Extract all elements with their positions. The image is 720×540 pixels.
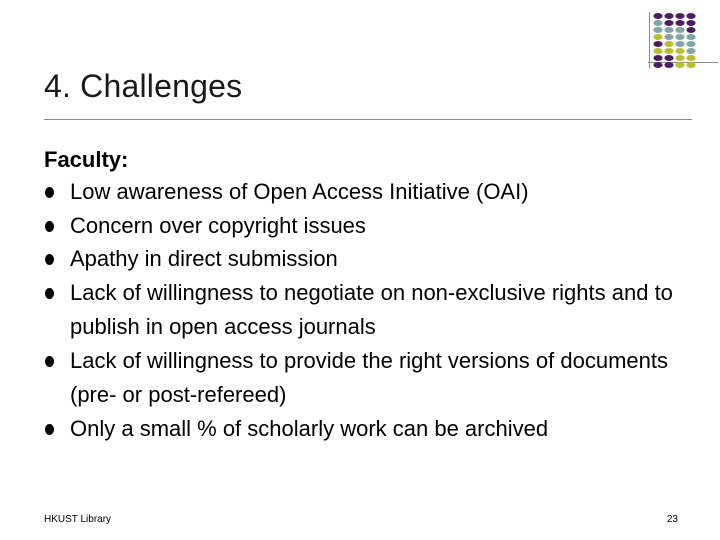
decor-dot [675, 55, 684, 61]
decor-dot [686, 20, 695, 26]
footer-organization: HKUST Library [44, 514, 112, 525]
decor-dot [653, 34, 662, 40]
decorative-dot-grid [652, 12, 712, 70]
bullet-item: Low awareness of Open Access Initiative (OAI) [44, 175, 684, 209]
decor-dot [675, 20, 684, 26]
decor-dot [686, 48, 695, 54]
bullet-item: Lack of willingness to provide the right versions of documents (pre- or post-refereed) [44, 344, 684, 412]
bullet-list [44, 175, 684, 445]
decor-vertical-rule [649, 12, 650, 68]
page-number: 23 [666, 514, 678, 525]
decor-dot [675, 62, 684, 68]
bullet-item: Apathy in direct submission [44, 242, 684, 276]
section-heading: Faculty: [44, 147, 129, 172]
decor-dot [675, 48, 684, 54]
decor-dot [653, 62, 662, 68]
slide-content [44, 145, 684, 445]
decor-dot [686, 41, 695, 47]
decor-dot [675, 41, 684, 47]
bullet-icon [45, 254, 54, 265]
bullet-icon [45, 187, 54, 198]
decor-dot [664, 55, 673, 61]
decor-dot [686, 62, 695, 68]
decor-dot [664, 34, 673, 40]
decor-dot [686, 13, 695, 19]
decor-dot [686, 27, 695, 33]
title-divider [44, 119, 692, 120]
slide-title: 4. Challenges [44, 68, 243, 104]
decor-dot [653, 48, 662, 54]
decor-dot [664, 48, 673, 54]
decor-dot [653, 55, 662, 61]
bullet-item: Lack of willingness to negotiate on non-exclusive rights and to publish in open access journals [44, 276, 684, 344]
bullet-icon [45, 288, 54, 299]
decor-dot [664, 13, 673, 19]
decor-dot [686, 34, 695, 40]
decor-dot [664, 27, 673, 33]
decor-dot [653, 20, 662, 26]
bullet-icon [45, 356, 54, 367]
decor-dot [686, 55, 695, 61]
decor-dot [675, 27, 684, 33]
decor-dot [653, 41, 662, 47]
bullet-icon [45, 221, 54, 232]
decor-dot [653, 13, 662, 19]
decor-dot [664, 41, 673, 47]
decor-dot [675, 13, 684, 19]
decor-dot [664, 62, 673, 68]
bullet-icon [45, 424, 54, 435]
bullet-item: Only a small % of scholarly work can be archived [44, 412, 684, 446]
decor-dot [675, 34, 684, 40]
bullet-item: Concern over copyright issues [44, 209, 684, 243]
decor-dot [653, 27, 662, 33]
decor-dot [664, 20, 673, 26]
